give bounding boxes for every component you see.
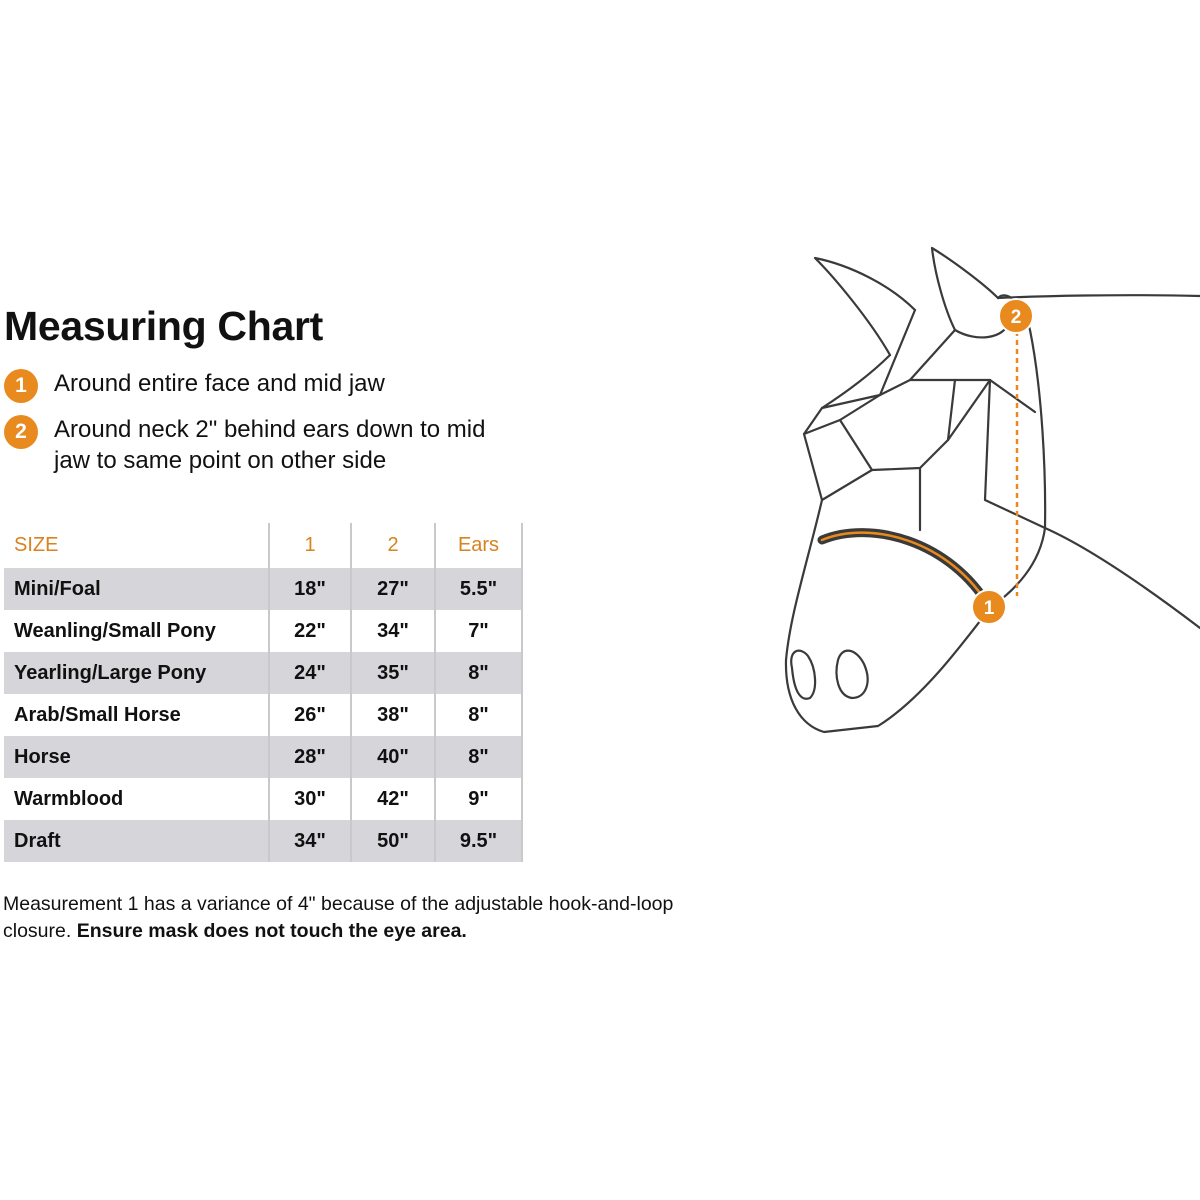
ears-cell: 9.5" [435, 820, 522, 862]
header-measure-2: 2 [351, 523, 435, 568]
measure-2-cell: 27" [351, 568, 435, 610]
step-2-badge: 2 [4, 415, 38, 449]
header-size: SIZE [14, 534, 59, 556]
size-cell: Warmblood [14, 787, 124, 810]
size-table [4, 523, 523, 862]
horse-head-outline [786, 248, 1200, 732]
step-1-text: Around entire face and mid jaw [54, 370, 385, 397]
size-cell: Arab/Small Horse [14, 703, 181, 726]
table-row [4, 694, 522, 736]
step-1-badge: 1 [4, 369, 38, 403]
table-row [4, 778, 522, 820]
table-row [4, 568, 522, 610]
measure-2-cell: 50" [351, 820, 435, 862]
measure-1-cell: 18" [269, 568, 351, 610]
ears-cell: 9" [435, 778, 522, 820]
measure-1-cell: 30" [269, 778, 351, 820]
table-row [4, 820, 522, 862]
ears-cell: 7" [435, 610, 522, 652]
footnote [3, 891, 703, 945]
table-row [4, 736, 522, 778]
size-cell: Mini/Foal [4, 568, 269, 610]
header-measure-1: 1 [269, 523, 351, 568]
measure-2-cell: 34" [351, 610, 435, 652]
measure-1-cell: 26" [269, 694, 351, 736]
marker-1 [972, 590, 1006, 624]
noseband-band [822, 533, 990, 608]
size-cell: Draft [4, 820, 269, 862]
ears-cell: 5.5" [435, 568, 522, 610]
measure-1-cell: 28" [269, 736, 351, 778]
marker-2 [999, 299, 1033, 333]
size-cell: Weanling/Small Pony [14, 619, 216, 642]
ears-cell: 8" [435, 694, 522, 736]
header-ears: Ears [435, 523, 522, 568]
measure-2-cell: 42" [351, 778, 435, 820]
table-row [4, 610, 522, 652]
measure-1-cell: 24" [269, 652, 351, 694]
step-2-text: Around neck 2" behind ears down to mid jaw to same point on other side [54, 416, 486, 474]
table-row [4, 652, 522, 694]
measure-2-cell: 40" [351, 736, 435, 778]
measure-1-cell: 34" [269, 820, 351, 862]
page-title: Measuring Chart [4, 303, 323, 349]
measure-2-cell: 35" [351, 652, 435, 694]
measure-1-cell: 22" [269, 610, 351, 652]
marker-2-label: 2 [1010, 307, 1022, 328]
table-header-row [4, 523, 522, 568]
size-cell: Horse [4, 736, 269, 778]
size-cell: Yearling/Large Pony [4, 652, 269, 694]
footnote-text: Measurement 1 has a variance of 4" because of the adjustable hook-and-loop closure. [3, 893, 674, 942]
horse-head-diagram [770, 230, 1200, 750]
ears-cell: 8" [435, 652, 522, 694]
step-2 [4, 414, 504, 476]
measure-2-cell: 38" [351, 694, 435, 736]
marker-1-label: 1 [983, 598, 995, 619]
ears-cell: 8" [435, 736, 522, 778]
footnote-warning: Ensure mask does not touch the eye area. [76, 920, 467, 942]
step-1 [4, 368, 504, 403]
